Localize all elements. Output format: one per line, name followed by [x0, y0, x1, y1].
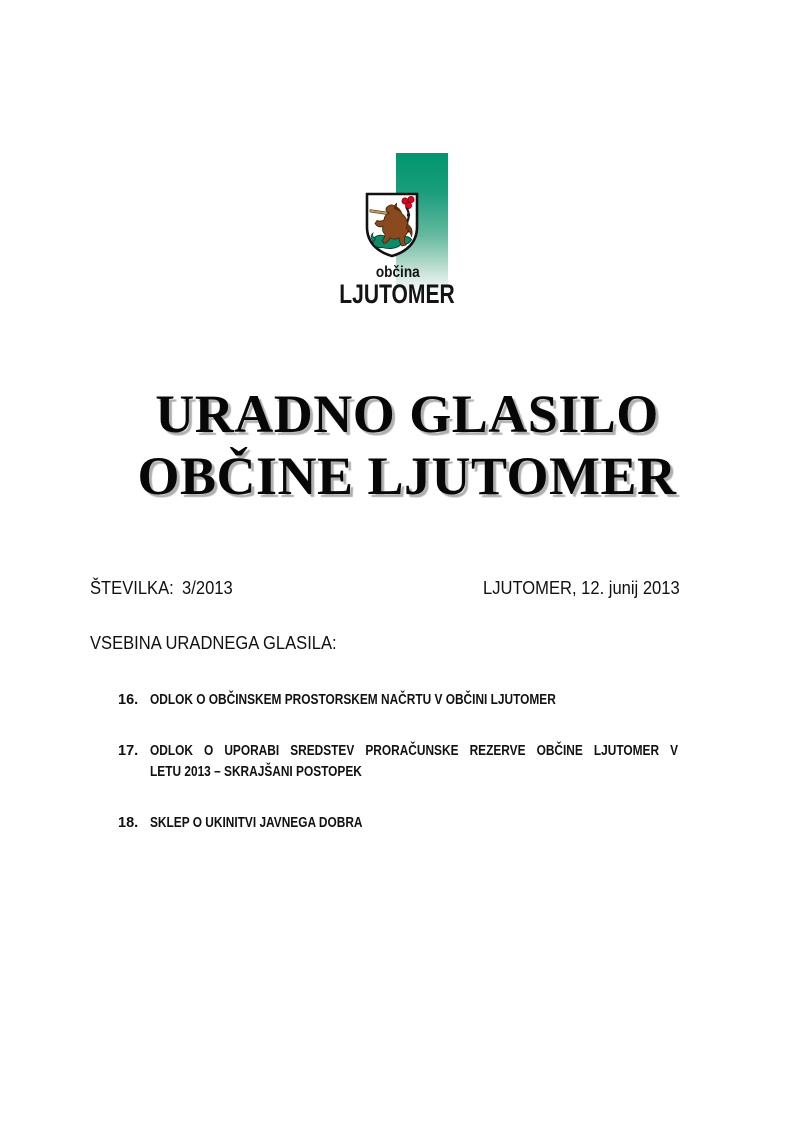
- item-text: [150, 813, 678, 834]
- place-date: LJUTOMER, 12. junij 2013: [483, 578, 680, 598]
- issue-label: ŠTEVILKA:: [90, 578, 174, 598]
- contents-list: [118, 690, 794, 864]
- coat-of-arms-icon: [363, 191, 421, 259]
- item-text: [150, 690, 678, 711]
- list-item: [118, 813, 794, 834]
- issue-value: 3/2013: [182, 578, 233, 598]
- item-text-line: ODLOK O OBČINSKEM PROSTORSKEM NAČRTU V OBČINI LJUTOMER: [150, 692, 556, 708]
- page-title: [0, 383, 794, 507]
- list-item: [118, 741, 794, 783]
- page-title-line2: OBČINE LJUTOMER: [137, 446, 677, 506]
- list-item: [118, 690, 794, 711]
- item-number: 16.: [118, 692, 139, 708]
- item-text-line: SKLEP O UKINITVI JAVNEGA DOBRA: [150, 815, 363, 831]
- item-number: 17.: [118, 743, 139, 759]
- municipality-logo: [315, 153, 480, 313]
- logo-municipality-label: LJUTOMER: [339, 279, 456, 309]
- item-text: [150, 741, 678, 783]
- page-title-line1: URADNO GLASILO: [155, 384, 659, 444]
- item-text-line: ODLOK O UPORABI SREDSTEV PRORAČUNSKE REZERVE OBČINE LJUTOMER V: [150, 743, 679, 759]
- item-number: 18.: [118, 815, 139, 831]
- contents-heading: VSEBINA URADNEGA GLASILA:: [90, 633, 337, 653]
- issue-number: [90, 578, 233, 599]
- logo-obcina-label: občina: [375, 264, 420, 281]
- item-text-line: LETU 2013 – SKRAJŠANI POSTOPEK: [150, 764, 362, 780]
